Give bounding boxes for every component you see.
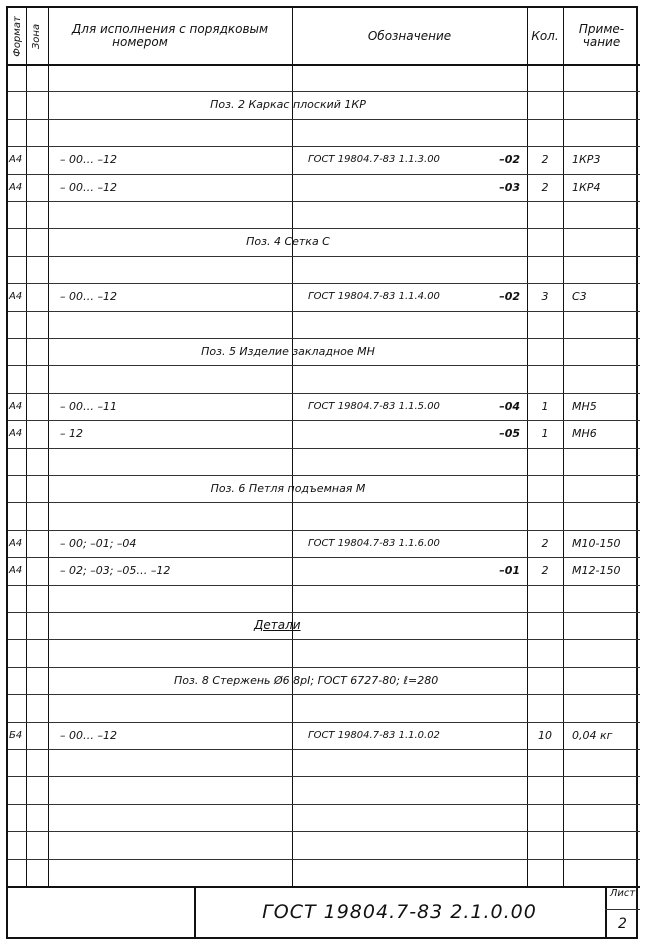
qty-cell: 1 [541, 427, 549, 441]
section-title: Поз. 2 Каркас плоский 1КР [210, 98, 366, 112]
execution-cell: – 00… –12 [60, 728, 117, 742]
format-cell: А4 [9, 428, 23, 440]
note-cell: МН5 [572, 399, 597, 413]
note-cell: М12-150 [572, 564, 621, 578]
row-divider [8, 256, 640, 257]
execution-cell: – 00; –01; –04 [60, 536, 137, 550]
designation-suffix: –04 [499, 399, 520, 413]
header-note-line2: чание [582, 35, 621, 49]
sheet-label: Лист [609, 888, 636, 899]
section-title: Детали [254, 618, 301, 632]
row-divider [8, 749, 640, 750]
designation-cell: ГОСТ 19804.7-83 1.1.6.00 [308, 537, 440, 549]
header-zone: Зона [31, 23, 43, 49]
section-title: Поз. 6 Петля подъемная М [210, 482, 366, 495]
qty-cell: 2 [541, 180, 549, 194]
row-divider [8, 694, 640, 695]
header-note-line1: Приме- [578, 22, 625, 36]
header-qty: Кол. [531, 28, 559, 43]
header-execution-line2: номером [112, 35, 168, 49]
execution-cell: – 12 [60, 427, 83, 441]
section-title: Поз. 4 Сетка С [246, 235, 330, 249]
row-divider [8, 448, 640, 449]
stamp-sheet-divider [605, 909, 640, 910]
format-cell: А4 [9, 537, 23, 549]
row-divider [8, 804, 640, 805]
designation-suffix: –05 [499, 427, 520, 441]
header-designation: Обозначение [367, 28, 452, 43]
qty-cell: 2 [541, 153, 549, 167]
row-divider [8, 585, 640, 586]
note-cell: 1КР3 [572, 153, 601, 167]
designation-cell: ГОСТ 19804.7-83 1.1.0.02 [308, 729, 440, 741]
document-number: ГОСТ 19804.7-83 2.1.0.00 [262, 901, 537, 923]
qty-cell: 1 [541, 399, 549, 413]
format-cell: А4 [9, 400, 23, 412]
note-cell: М10-150 [572, 536, 621, 550]
sheet-number: 2 [618, 916, 627, 932]
format-cell: А4 [9, 565, 23, 577]
header-execution [48, 8, 292, 64]
row-divider [8, 859, 640, 860]
row-divider [8, 365, 640, 366]
execution-cell: – 02; –03; –05… –12 [60, 564, 171, 578]
qty-cell: 2 [541, 564, 549, 578]
note-cell: 0,04 кг [572, 728, 613, 742]
row-divider [8, 639, 640, 640]
format-cell: А4 [9, 291, 23, 303]
qty-cell: 3 [541, 290, 549, 304]
note-cell: С3 [572, 290, 587, 304]
designation-cell: ГОСТ 19804.7-83 1.1.5.00 [308, 400, 440, 412]
note-cell: 1КР4 [572, 180, 601, 194]
execution-cell: – 00… –12 [60, 180, 117, 194]
row-divider [8, 831, 640, 832]
row-divider [8, 119, 640, 120]
qty-cell: 10 [538, 728, 552, 742]
format-cell: А4 [9, 181, 23, 193]
execution-cell: – 00… –11 [60, 399, 117, 413]
row-divider [8, 776, 640, 777]
execution-cell: – 00… –12 [60, 153, 117, 167]
header-note [563, 8, 640, 64]
designation-suffix: –02 [499, 153, 520, 167]
header-execution-line1: Для исполнения с порядковым [71, 22, 269, 36]
format-cell: Б4 [9, 729, 23, 741]
row-divider [8, 64, 640, 66]
spec-sheet-frame [6, 6, 638, 939]
note-cell: МН6 [572, 427, 597, 441]
qty-cell: 2 [541, 536, 549, 550]
header-format: Формат [11, 15, 23, 57]
section-title: Поз. 5 Изделие закладное МН [201, 345, 375, 358]
section-title: Поз. 8 Стержень Ø6 8pI; ГОСТ 6727-80; ℓ=280 [174, 673, 439, 687]
designation-suffix: –03 [499, 180, 520, 194]
designation-suffix: –01 [499, 564, 520, 578]
execution-cell: – 00… –12 [60, 290, 117, 304]
row-divider [8, 502, 640, 503]
designation-cell: ГОСТ 19804.7-83 1.1.3.00 [308, 154, 440, 166]
designation-cell: ГОСТ 19804.7-83 1.1.4.00 [308, 291, 440, 303]
format-cell: А4 [9, 154, 23, 166]
row-divider [8, 311, 640, 312]
designation-suffix: –02 [499, 290, 520, 304]
row-divider [8, 201, 640, 202]
